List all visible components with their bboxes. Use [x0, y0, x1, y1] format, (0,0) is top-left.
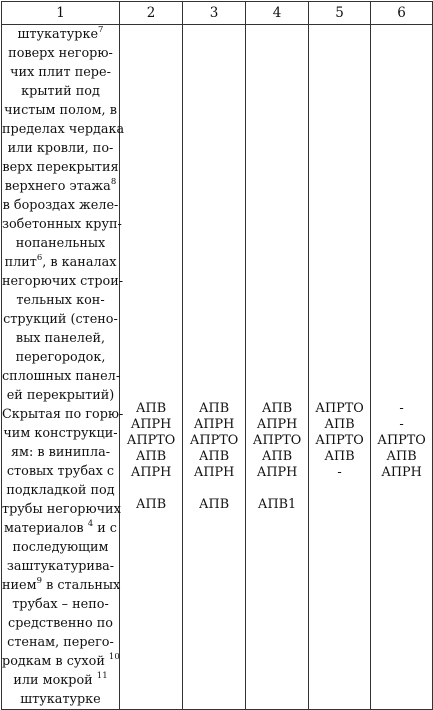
wire-type-code: -: [337, 465, 342, 480]
description-line: трубы негорючих: [2, 502, 121, 517]
footnote-ref: 6: [36, 252, 43, 263]
wire-type-code: АПВ: [135, 401, 167, 416]
wire-type-code: АПВ: [324, 449, 355, 464]
description-line: подкладкой под: [6, 483, 115, 498]
description-line: или мокрой $^{11}$: [13, 670, 108, 688]
footnote-ref: 10: [108, 651, 120, 662]
column-header-3: 3: [183, 2, 246, 25]
description-line: вых панелей,: [15, 331, 106, 346]
description-line: чим конструкци-: [3, 426, 118, 441]
description-line: стовых трубах с: [6, 464, 115, 479]
column-4-cell: [246, 25, 309, 710]
description-line: ям: в винипла-: [10, 445, 111, 460]
column-6-cell: [371, 25, 433, 710]
description-line: средственно по: [8, 616, 113, 631]
footnote-ref: 4: [87, 518, 94, 529]
wire-type-code: АПРН: [193, 417, 235, 432]
wire-type-code: АПРТО: [252, 433, 302, 448]
description-line: трубах – непо-: [12, 597, 109, 612]
column-header-1: 1: [2, 2, 120, 25]
description-line: тельных кон-: [16, 293, 105, 308]
description-line: сплошных панел-: [2, 369, 121, 384]
wire-type-code: АПРТО: [315, 433, 364, 448]
wire-type-code: АПВ1: [257, 497, 297, 512]
wire-type-code: АПВ: [261, 449, 293, 464]
description-line: последующим: [12, 540, 109, 555]
column-3-cell: [183, 25, 246, 710]
description-line: материалов $^4$ и с: [4, 518, 117, 536]
description-line: плит$^6$, в каналах: [4, 252, 117, 270]
wire-type-code: АПРТО: [377, 433, 426, 448]
column-header-6: 6: [371, 2, 433, 25]
description-line: заштукатурива-: [6, 559, 115, 574]
description-line: пределах чердака: [2, 122, 125, 137]
description-line: чих плит пере-: [10, 65, 111, 80]
column-5-cell: [309, 25, 371, 710]
wire-type-code: АПРН: [193, 465, 235, 480]
column-2-cell: [120, 25, 183, 710]
column-header-5: 5: [309, 2, 371, 25]
wire-type-code: АПРН: [130, 465, 172, 480]
footnote-ref: 7: [98, 24, 104, 35]
description-line: струкций (стено-: [3, 312, 118, 327]
wire-type-code: АПРТО: [189, 433, 239, 448]
description-line: верх перекрытия: [2, 160, 119, 175]
wire-type-code: АПВ: [386, 449, 417, 464]
wire-type-code: АПВ: [135, 497, 167, 512]
description-line: в бороздах желе-: [2, 198, 119, 213]
column-header-4: 4: [246, 2, 309, 25]
description-line: перегородок,: [15, 350, 106, 365]
header-row: [2, 2, 433, 25]
description-line: ей перекрытий): [6, 388, 115, 403]
description-line: штукатурке: [20, 692, 101, 707]
wire-type-code: -: [399, 417, 404, 432]
description-line: верхнего этажа$^8$: [4, 176, 117, 194]
column-header-2: 2: [120, 2, 183, 25]
description-line: стенам, перего-: [7, 635, 114, 650]
table-row: [2, 25, 433, 710]
wire-type-code: АПРН: [381, 465, 422, 480]
description-line: поверх негорю-: [8, 46, 113, 61]
wiring-methods-table: [1, 1, 433, 710]
description-line: нопанельных: [15, 236, 106, 251]
wire-type-code: АПВ: [198, 497, 230, 512]
description-line: или кровли, по-: [7, 141, 114, 156]
description-line: нием$^9$ в стальных: [2, 575, 121, 593]
wire-type-code: АПВ: [261, 401, 293, 416]
description-line: крытий под: [21, 84, 100, 99]
installation-method-description: [2, 24, 125, 710]
wire-type-code: АПВ: [198, 449, 230, 464]
description-line: негорючих строи-: [2, 274, 124, 289]
description-line: штукатурке$^7$: [17, 24, 104, 42]
wire-type-code: АПРН: [256, 465, 298, 480]
footnote-ref: 11: [96, 670, 108, 681]
footnote-ref: 9: [36, 575, 43, 586]
wire-type-code: -: [399, 401, 404, 416]
description-line: родкам в сухой $^{10}$: [2, 651, 120, 669]
wire-type-code: АПРН: [256, 417, 298, 432]
footnote-ref: 8: [110, 176, 117, 187]
wire-type-code: АПВ: [198, 401, 230, 416]
wire-type-code: АПРТО: [315, 401, 364, 416]
wire-type-code: АПРТО: [126, 433, 176, 448]
description-line: зобетонных круп-: [2, 217, 122, 232]
wire-type-code: АПВ: [135, 449, 167, 464]
wire-type-code: АПВ: [324, 417, 355, 432]
wire-type-code: АПРН: [130, 417, 172, 432]
description-line: Скрытая по горю-: [2, 407, 124, 422]
description-line: чистым полом, в: [4, 103, 117, 118]
